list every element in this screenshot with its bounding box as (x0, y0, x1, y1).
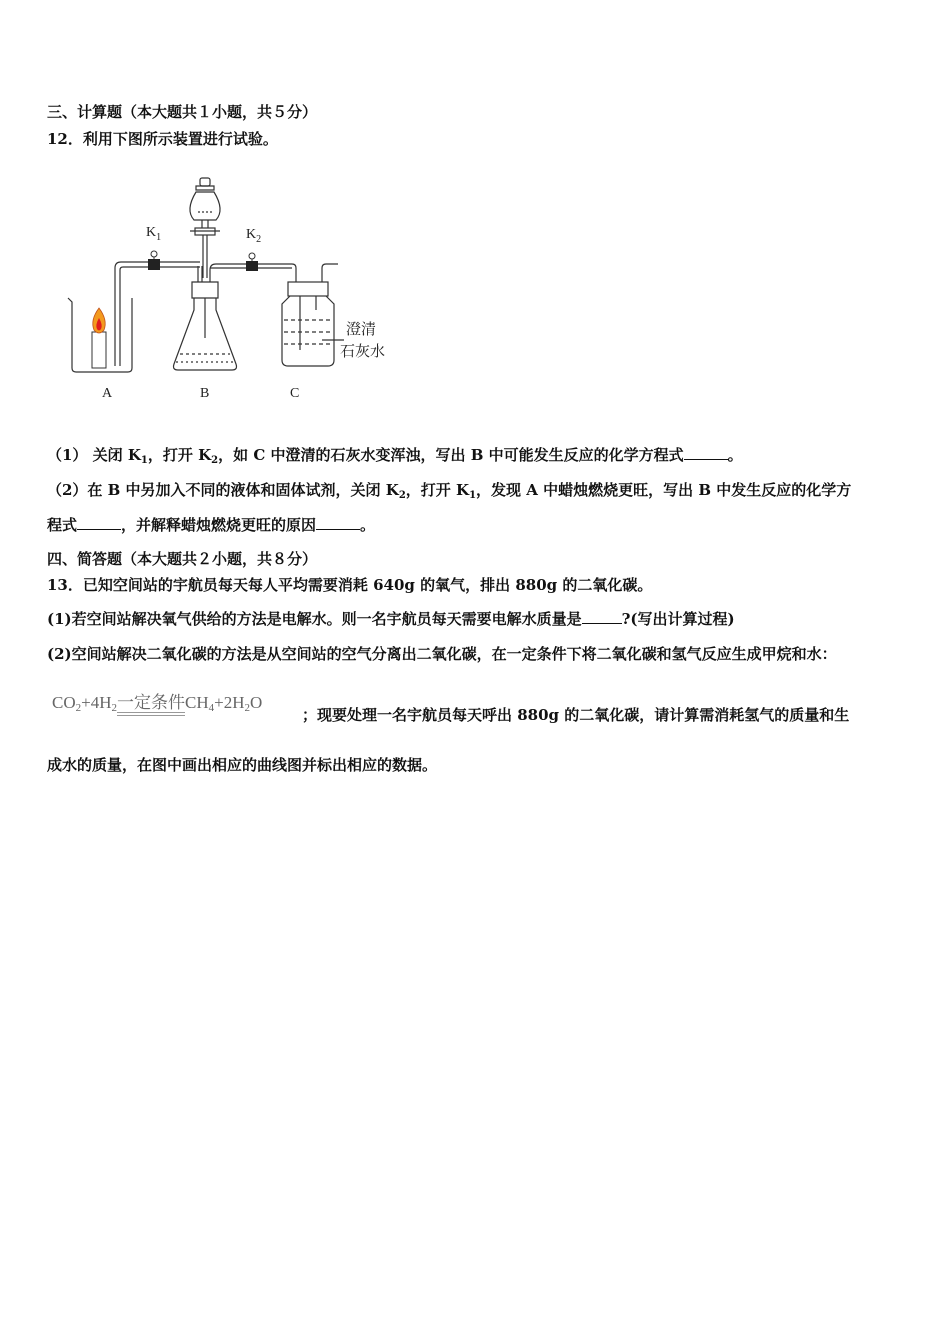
bottle-c (282, 282, 344, 366)
label-k2: $K_2$ (246, 227, 262, 245)
reaction-condition: 一定条件 (117, 688, 185, 713)
question-12-part-2: （2）在 B 中另加入不同的液体和固体试剂，关闭 $K_2$，打开 $K_1$，发现 A 中蜡烛燃烧更旺，写出 B 中发生反应的化学方 (47, 481, 852, 501)
section-4-heading: 四、简答题（本大题共２小题，共８分） (47, 550, 318, 568)
label-limewater-2: 石灰水 (340, 343, 386, 360)
question-12-part-2-cont: 程式 ，并解释蜡烛燃烧更旺的原因 。 (47, 516, 376, 534)
label-c: C (290, 386, 300, 401)
candle (92, 308, 106, 368)
flask-b (174, 266, 237, 370)
question-12-part-1: （1） 关闭 $K_1$，打开 $K_2$，如 C 中澄清的石灰水变浑浊，写出 B 中可能发生反应的化学方程式 。 (47, 446, 743, 466)
label-a: A (102, 386, 113, 401)
answer-blank[interactable] (77, 515, 121, 530)
label-k1: $K_1$ (146, 225, 162, 243)
label-limewater-1: 澄清 (346, 321, 377, 338)
question-13-part-1: (1)若空间站解决氧气供给的方法是电解水。则一名宇航员每天需要电解水质量是 ?(写出计算过程) (47, 610, 735, 628)
answer-blank[interactable] (582, 609, 622, 624)
apparatus-diagram (60, 170, 420, 410)
clamp-k2 (246, 253, 258, 271)
question-13-part-2-after-equation: ；现要处理一名宇航员每天呼出 880g 的二氧化碳，请计算需消耗氢气的质量和生 (302, 706, 850, 724)
chemical-equation: $CO_2+4H_2$一定条件$CH_4+2H_2O$ (52, 688, 262, 713)
question-13-part-2-last: 成水的质量，在图中画出相应的曲线图并标出相应的数据。 (47, 756, 438, 774)
separatory-funnel (190, 178, 220, 278)
question-13-part-2: (2)空间站解决二氧化碳的方法是从空间站的空气分离出二氧化碳，在一定条件下将二氧化碳和氢气反应生成甲烷和水： (47, 645, 837, 663)
clamp-k1 (148, 251, 160, 270)
delivery-tube-a (115, 262, 200, 366)
answer-blank[interactable] (316, 515, 360, 530)
answer-blank[interactable] (684, 445, 728, 460)
label-b: B (200, 386, 210, 401)
section-3-heading: 三、计算题（本大题共１小题，共５分） (47, 103, 318, 121)
question-13-stem: 13．已知空间站的宇航员每天每人平均需要消耗 640g 的氧气，排出 880g 的二氧化碳。 (47, 576, 653, 594)
question-12-stem: 12．利用下图所示装置进行试验。 (47, 130, 278, 148)
